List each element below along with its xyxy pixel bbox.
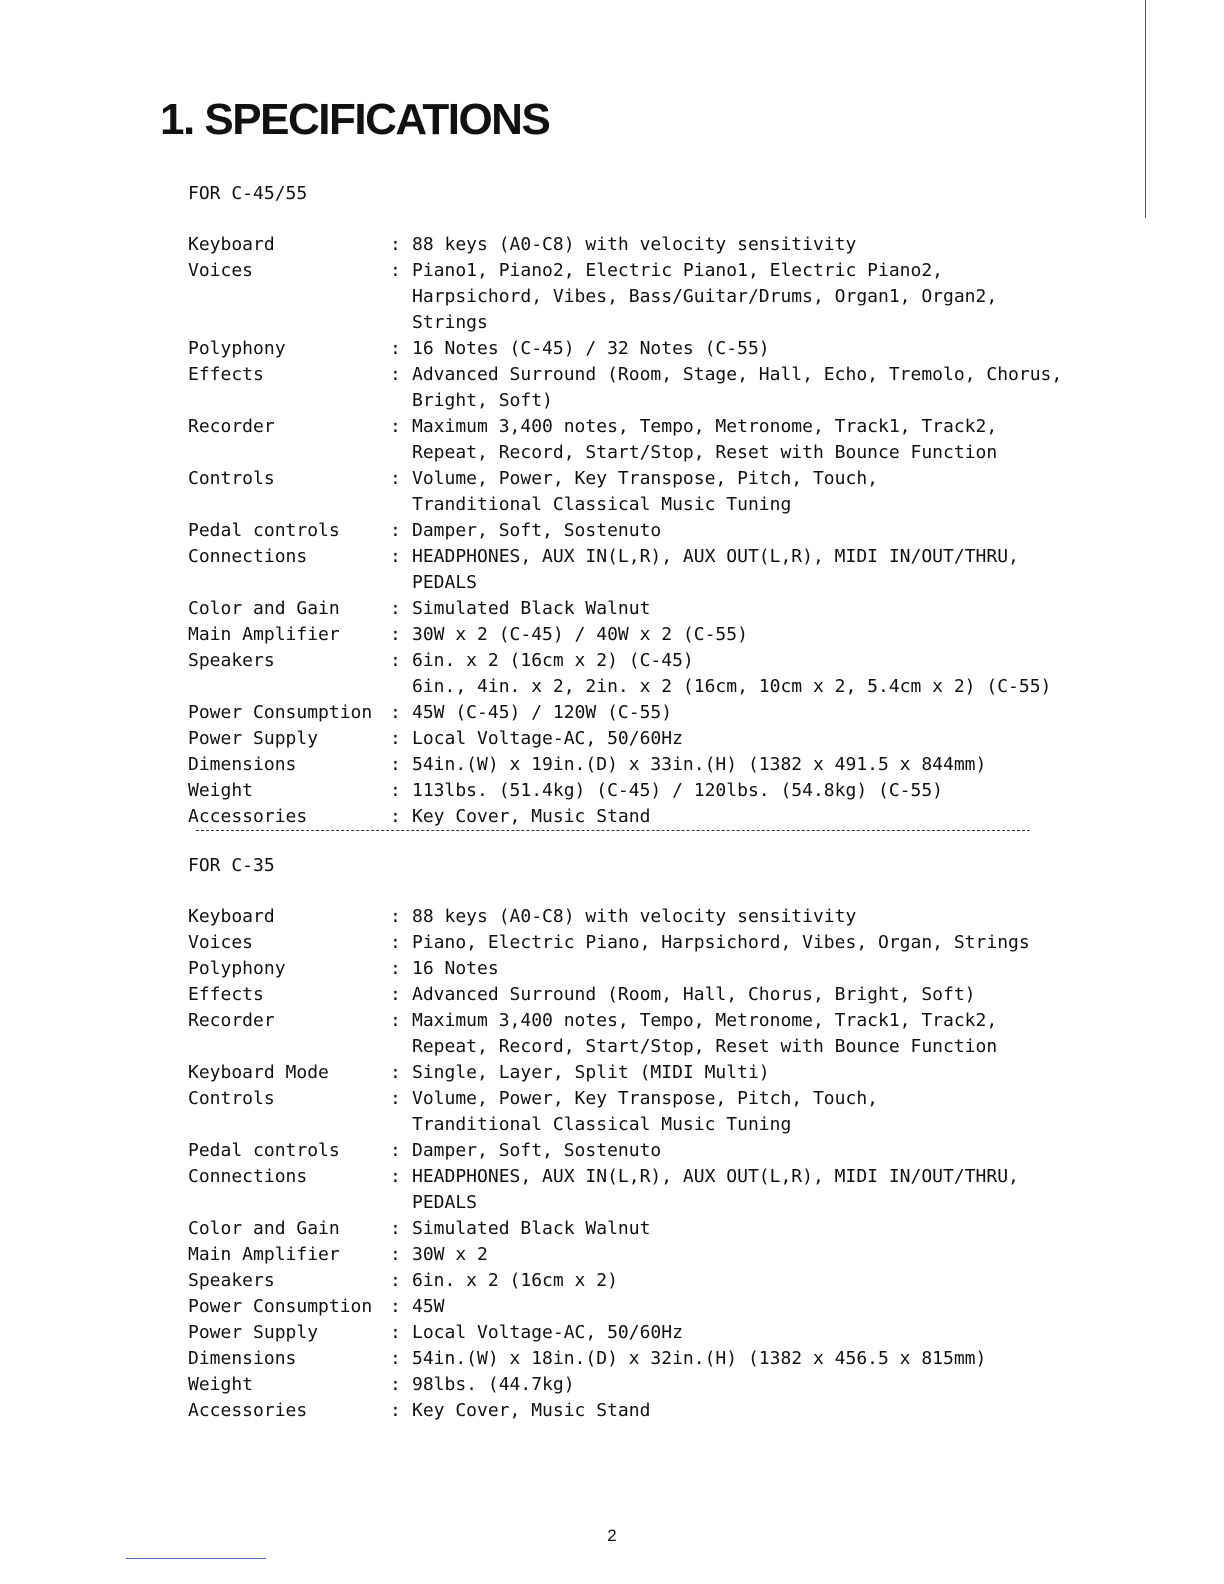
spec-value	[412, 1164, 1068, 1216]
spec-value	[412, 700, 1068, 726]
spec-value	[412, 232, 1068, 258]
spec-colon: :	[390, 1088, 401, 1109]
spec-colon: :	[390, 906, 401, 927]
spec-value-line: Advanced Surround (Room, Hall, Chorus, Bright, Soft)	[412, 984, 976, 1005]
spec-value	[412, 1086, 1068, 1138]
spec-value-line: 54in.(W) x 19in.(D) x 33in.(H) (1382 x 491.5 x 844mm)	[412, 754, 987, 775]
spec-row	[188, 1216, 1068, 1242]
spec-row	[188, 544, 1068, 596]
spec-colon: :	[390, 520, 401, 541]
spec-label: Dimensions	[188, 1348, 297, 1369]
spec-value-line: Advanced Surround (Room, Stage, Hall, Echo, Tremolo, Chorus,	[412, 364, 1063, 385]
spec-colon: :	[390, 1166, 401, 1187]
spec-label: Power Supply	[188, 728, 319, 749]
spec-row	[188, 778, 1068, 804]
spec-value	[412, 1320, 1068, 1346]
spec-colon: :	[390, 728, 401, 749]
spec-value	[412, 1008, 1068, 1060]
spec-value	[412, 752, 1068, 778]
spec-label: Color and Gain	[188, 598, 340, 619]
spec-list-c45-55	[188, 232, 1068, 830]
spec-value-line: Maximum 3,400 notes, Tempo, Metronome, Track1, Track2,	[412, 1010, 998, 1031]
spec-label: Power Consumption	[188, 1296, 373, 1317]
spec-value-line: Key Cover, Music Stand	[412, 806, 651, 827]
spec-value-line: Simulated Black Walnut	[412, 598, 651, 619]
spec-row	[188, 1398, 1068, 1424]
spec-label: Main Amplifier	[188, 624, 340, 645]
spec-colon: :	[390, 1374, 401, 1395]
spec-value	[412, 726, 1068, 752]
spec-label: Recorder	[188, 416, 275, 437]
spec-row	[188, 982, 1068, 1008]
spec-label: Weight	[188, 780, 254, 801]
spec-row	[188, 1008, 1068, 1060]
spec-row	[188, 1372, 1068, 1398]
spec-label: Effects	[188, 984, 264, 1005]
spec-label: Power Supply	[188, 1322, 319, 1343]
spec-value-line: Single, Layer, Split (MIDI Multi)	[412, 1062, 770, 1083]
spec-row	[188, 752, 1068, 778]
spec-row	[188, 648, 1068, 700]
spec-value-line: Harpsichord, Vibes, Bass/Guitar/Drums, Organ1, Organ2,	[412, 286, 998, 307]
spec-value-line: 16 Notes (C-45) / 32 Notes (C-55)	[412, 338, 770, 359]
spec-label: Main Amplifier	[188, 1244, 340, 1265]
spec-value-line: Tranditional Classical Music Tuning	[412, 494, 792, 515]
section-heading-c45-55: FOR C-45/55	[188, 183, 308, 204]
spec-value-line: Strings	[412, 312, 488, 333]
spec-value	[412, 1138, 1068, 1164]
spec-value-line: Piano, Electric Piano, Harpsichord, Vibes, Organ, Strings	[412, 932, 1030, 953]
spec-value-line: 30W x 2	[412, 1244, 488, 1265]
spec-label: Dimensions	[188, 754, 297, 775]
spec-colon: :	[390, 702, 401, 723]
spec-value-line: 88 keys (A0-C8) with velocity sensitivity	[412, 234, 857, 255]
spec-list-c35	[188, 904, 1068, 1424]
spec-colon: :	[390, 364, 401, 385]
spec-row	[188, 1346, 1068, 1372]
spec-label: Controls	[188, 1088, 275, 1109]
spec-value-line: HEADPHONES, AUX IN(L,R), AUX OUT(L,R), MIDI IN/OUT/THRU,	[412, 546, 1019, 567]
spec-row	[188, 414, 1068, 466]
spec-value-line: 113lbs. (51.4kg) (C-45) / 120lbs. (54.8kg) (C-55)	[412, 780, 944, 801]
spec-label: Pedal controls	[188, 520, 340, 541]
spec-label: Polyphony	[188, 338, 286, 359]
spec-value	[412, 778, 1068, 804]
spec-colon: :	[390, 754, 401, 775]
spec-value	[412, 1372, 1068, 1398]
spec-value-line: Local Voltage-AC, 50/60Hz	[412, 1322, 683, 1343]
spec-value	[412, 518, 1068, 544]
spec-value	[412, 622, 1068, 648]
spec-colon: :	[390, 1270, 401, 1291]
spec-value-line: 54in.(W) x 18in.(D) x 32in.(H) (1382 x 456.5 x 815mm)	[412, 1348, 987, 1369]
spec-value-line: 98lbs. (44.7kg)	[412, 1374, 575, 1395]
spec-value-line: 45W (C-45) / 120W (C-55)	[412, 702, 673, 723]
spec-value-line: 30W x 2 (C-45) / 40W x 2 (C-55)	[412, 624, 748, 645]
spec-row	[188, 1138, 1068, 1164]
spec-value	[412, 1294, 1068, 1320]
spec-row	[188, 1242, 1068, 1268]
spec-colon: :	[390, 1062, 401, 1083]
spec-row	[188, 1086, 1068, 1138]
spec-colon: :	[390, 1348, 401, 1369]
spec-colon: :	[390, 932, 401, 953]
spec-value	[412, 804, 1068, 830]
spec-value-line: Tranditional Classical Music Tuning	[412, 1114, 792, 1135]
spec-label: Voices	[188, 932, 254, 953]
spec-value-line: HEADPHONES, AUX IN(L,R), AUX OUT(L,R), MIDI IN/OUT/THRU,	[412, 1166, 1019, 1187]
spec-label: Controls	[188, 468, 275, 489]
spec-label: Connections	[188, 546, 308, 567]
spec-row	[188, 232, 1068, 258]
spec-value	[412, 414, 1068, 466]
spec-value-line: 6in. x 2 (16cm x 2) (C-45)	[412, 650, 694, 671]
spec-row	[188, 518, 1068, 544]
spec-colon: :	[390, 780, 401, 801]
spec-colon: :	[390, 468, 401, 489]
spec-colon: :	[390, 1218, 401, 1239]
spec-row	[188, 466, 1068, 518]
spec-value-line: 88 keys (A0-C8) with velocity sensitivity	[412, 906, 857, 927]
spec-value-line: PEDALS	[412, 572, 478, 593]
spec-value-line: Volume, Power, Key Transpose, Pitch, Touch,	[412, 468, 878, 489]
spec-row	[188, 930, 1068, 956]
spec-value-line: Simulated Black Walnut	[412, 1218, 651, 1239]
spec-value-line: Damper, Soft, Sostenuto	[412, 520, 662, 541]
spec-value	[412, 930, 1068, 956]
spec-colon: :	[390, 1322, 401, 1343]
spec-value-line: Key Cover, Music Stand	[412, 1400, 651, 1421]
spec-colon: :	[390, 1140, 401, 1161]
spec-colon: :	[390, 338, 401, 359]
spec-label: Weight	[188, 1374, 254, 1395]
spec-value-line: Maximum 3,400 notes, Tempo, Metronome, Track1, Track2,	[412, 416, 998, 437]
spec-value-line: 45W	[412, 1296, 445, 1317]
spec-label: Recorder	[188, 1010, 275, 1031]
spec-colon: :	[390, 624, 401, 645]
spec-value-line: Repeat, Record, Start/Stop, Reset with Bounce Function	[412, 1036, 998, 1057]
spec-value-line: PEDALS	[412, 1192, 478, 1213]
spec-label: Accessories	[188, 1400, 308, 1421]
spec-colon: :	[390, 234, 401, 255]
spec-value-line: Piano1, Piano2, Electric Piano1, Electric Piano2,	[412, 260, 944, 281]
spec-row	[188, 1268, 1068, 1294]
spec-value-line: 6in. x 2 (16cm x 2)	[412, 1270, 618, 1291]
spec-value	[412, 258, 1068, 336]
spec-label: Speakers	[188, 1270, 275, 1291]
spec-colon: :	[390, 650, 401, 671]
spec-label: Keyboard	[188, 234, 275, 255]
spec-row	[188, 336, 1068, 362]
spec-value	[412, 982, 1068, 1008]
spec-value	[412, 956, 1068, 982]
spec-row	[188, 1294, 1068, 1320]
spec-value-line: 6in., 4in. x 2, 2in. x 2 (16cm, 10cm x 2, 5.4cm x 2) (C-55)	[412, 676, 1052, 697]
spec-colon: :	[390, 1296, 401, 1317]
scan-edge-line	[1145, 0, 1146, 218]
page-number: 2	[607, 1526, 617, 1545]
spec-colon: :	[390, 260, 401, 281]
spec-colon: :	[390, 1010, 401, 1031]
spec-label: Speakers	[188, 650, 275, 671]
spec-value	[412, 596, 1068, 622]
spec-label: Connections	[188, 1166, 308, 1187]
spec-colon: :	[390, 1400, 401, 1421]
spec-row	[188, 596, 1068, 622]
spec-value	[412, 466, 1068, 518]
spec-value	[412, 362, 1068, 414]
spec-row	[188, 1060, 1068, 1086]
spec-value-line: Local Voltage-AC, 50/60Hz	[412, 728, 683, 749]
spec-label: Color and Gain	[188, 1218, 340, 1239]
spec-colon: :	[390, 806, 401, 827]
spec-value	[412, 648, 1068, 700]
spec-value-line: 16 Notes	[412, 958, 499, 979]
spec-value-line: Damper, Soft, Sostenuto	[412, 1140, 662, 1161]
spec-value	[412, 1216, 1068, 1242]
spec-value-line: Repeat, Record, Start/Stop, Reset with Bounce Function	[412, 442, 998, 463]
spec-label: Voices	[188, 260, 254, 281]
spec-value	[412, 904, 1068, 930]
spec-row	[188, 622, 1068, 648]
spec-colon: :	[390, 984, 401, 1005]
spec-row	[188, 956, 1068, 982]
spec-value	[412, 1060, 1068, 1086]
spec-colon: :	[390, 958, 401, 979]
section-divider	[196, 830, 1030, 831]
spec-row	[188, 362, 1068, 414]
spec-label: Pedal controls	[188, 1140, 340, 1161]
spec-row	[188, 726, 1068, 752]
spec-row	[188, 804, 1068, 830]
spec-label: Accessories	[188, 806, 308, 827]
spec-row	[188, 1164, 1068, 1216]
spec-label: Keyboard Mode	[188, 1062, 329, 1083]
spec-value	[412, 336, 1068, 362]
spec-value	[412, 1268, 1068, 1294]
spec-value	[412, 1242, 1068, 1268]
spec-colon: :	[390, 546, 401, 567]
spec-value	[412, 544, 1068, 596]
spec-label: Keyboard	[188, 906, 275, 927]
spec-value	[412, 1398, 1068, 1424]
spec-colon: :	[390, 598, 401, 619]
spec-row	[188, 1320, 1068, 1346]
spec-colon: :	[390, 1244, 401, 1265]
spec-label: Polyphony	[188, 958, 286, 979]
spec-row	[188, 258, 1068, 336]
spec-value-line: Bright, Soft)	[412, 390, 553, 411]
spec-row	[188, 904, 1068, 930]
spec-colon: :	[390, 416, 401, 437]
section-heading-c35: FOR C-35	[188, 855, 275, 876]
spec-label: Effects	[188, 364, 264, 385]
spec-row	[188, 700, 1068, 726]
spec-label: Power Consumption	[188, 702, 373, 723]
footer-rule	[126, 1558, 266, 1559]
page-title: 1. SPECIFICATIONS	[160, 95, 550, 144]
spec-value-line: Volume, Power, Key Transpose, Pitch, Touch,	[412, 1088, 878, 1109]
spec-value	[412, 1346, 1068, 1372]
